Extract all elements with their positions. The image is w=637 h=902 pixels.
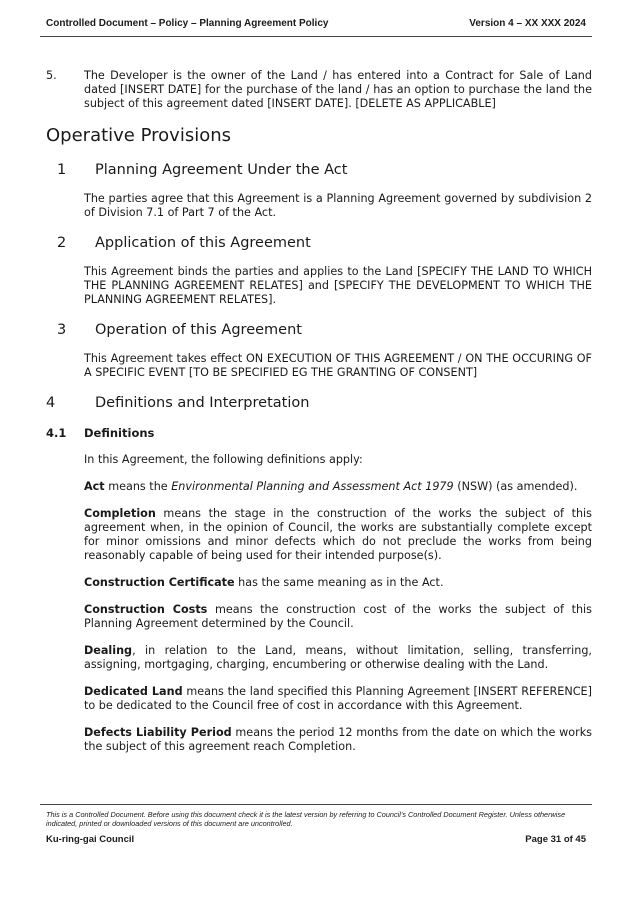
section-title: Definitions and Interpretation xyxy=(95,395,310,411)
document-body xyxy=(46,69,592,754)
section-3-text: This Agreement takes effect ON EXECUTION OF THIS AGREEMENT / ON THE OCCURING OF A SPECIFIC EVENT [TO BE SPECIFIED EG THE GRANTING OF CONSENT] xyxy=(84,352,592,379)
section-number: 3 xyxy=(57,322,67,338)
section-title: Application of this Agreement xyxy=(95,235,311,251)
footer-bottom-row xyxy=(40,834,592,850)
subsection-4-1-heading xyxy=(46,426,592,440)
definition-term: Dedicated Land xyxy=(84,685,183,698)
definition-construction-costs xyxy=(84,603,592,631)
section-title: Operation of this Agreement xyxy=(95,322,302,338)
recital-text: The Developer is the owner of the Land / has entered into a Contract for Sale of Land dated [INSERT DATE] for the purchase of the land / has an option to purchase the land the subject of this agreement dated [INSERT DATE]. [DELETE AS APPLICABLE] xyxy=(84,69,592,110)
section-1-heading xyxy=(46,161,592,179)
subsection-title: Definitions xyxy=(84,426,155,440)
definition-text: means the stage in the construction of the works the subject of this agreement when, in the opinion of Council, the works are substantially complete except for minor omissions and minor defects which do not preclude the works from being reasonably capable of being used for their intended purpose(s). xyxy=(84,507,592,562)
definition-term: Construction Certificate xyxy=(84,576,235,589)
definition-term: Act xyxy=(84,480,105,493)
definition-completion xyxy=(84,507,592,563)
definition-text: (NSW) (as amended). xyxy=(453,480,578,493)
definition-text: means the construction cost of the works the subject of this Planning Agreement determined by the Council. xyxy=(84,603,592,630)
page-number: Page 31 of 45 xyxy=(525,834,586,845)
section-number: 4 xyxy=(46,395,56,411)
page-header xyxy=(40,16,592,37)
definition-dedicated-land xyxy=(84,685,592,713)
definition-construction-certificate xyxy=(84,576,592,590)
act-title: Environmental Planning and Assessment Act 1979 xyxy=(171,480,454,493)
definition-text: , in relation to the Land, means, without limitation, selling, transferring, assigning, mortgaging, charging, encumbering or otherwise dealing with the Land. xyxy=(84,644,592,671)
definition-text: has the same meaning as in the Act. xyxy=(234,576,444,589)
header-version: Version 4 – XX XXX 2024 xyxy=(469,18,586,29)
controlled-document-disclaimer: This is a Controlled Document. Before using this document check it is the latest version by referring to Council’s Controlled Document Register. Unless otherwise indicated, printed or downloaded versions of this document are uncontrolled. xyxy=(46,810,566,828)
definition-act xyxy=(84,480,592,494)
definition-term: Construction Costs xyxy=(84,603,208,616)
definition-defects-liability-period xyxy=(84,726,592,754)
section-4-heading xyxy=(46,394,592,412)
section-number: 1 xyxy=(57,162,67,178)
section-title: Planning Agreement Under the Act xyxy=(95,162,348,178)
definition-text: means the land specified this Planning Agreement [INSERT REFERENCE] to be dedicated to the Council free of cost in accordance with this Agreement. xyxy=(84,685,592,712)
section-number: 2 xyxy=(57,235,67,251)
section-2-heading xyxy=(46,234,592,252)
definition-term: Dealing xyxy=(84,644,133,657)
section-3-heading xyxy=(46,321,592,339)
definition-dealing xyxy=(84,644,592,672)
definition-term: Defects Liability Period xyxy=(84,726,232,739)
definition-text: means the period 12 months from the date on which the works the subject of this agreement reach Completion. xyxy=(84,726,592,753)
operative-provisions-heading: Operative Provisions xyxy=(46,125,231,146)
section-1-text: The parties agree that this Agreement is a Planning Agreement governed by subdivision 2 of Division 7.1 of Part 7 of the Act. xyxy=(84,192,592,219)
section-2-text: This Agreement binds the parties and applies to the Land [SPECIFY THE LAND TO WHICH THE PLANNING AGREEMENT RELATES] and [SPECIFY THE DEVELOPMENT TO WHICH THE PLANNING AGREEMENT RELATES]. xyxy=(84,265,592,306)
organisation-name: Ku-ring-gai Council xyxy=(46,834,135,845)
definitions-intro: In this Agreement, the following definitions apply: xyxy=(84,453,363,466)
page-footer xyxy=(40,804,592,850)
subsection-number: 4.1 xyxy=(46,426,67,440)
header-document-title: Controlled Document – Policy – Planning Agreement Policy xyxy=(46,18,329,29)
recital-number: 5. xyxy=(46,69,57,82)
definition-term: Completion xyxy=(84,507,156,520)
recital-5 xyxy=(46,69,592,111)
definition-text: means the xyxy=(104,480,172,493)
